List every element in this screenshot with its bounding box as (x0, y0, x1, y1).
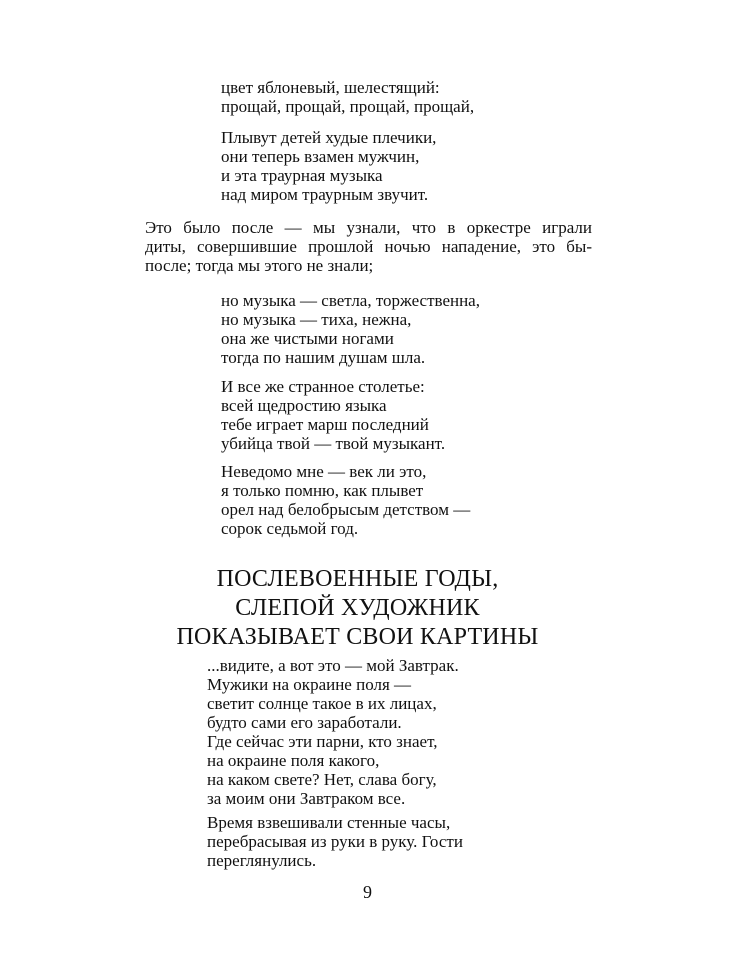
verse-line: тебе играет марш последний (221, 415, 429, 434)
poem-stanza-1 (221, 78, 474, 116)
verse-line: но музыка — светла, торжественна, (221, 291, 480, 310)
verse-line: на каком свете? Нет, слава богу, (207, 770, 437, 789)
prose-line: Это было после — мы узнали, что в оркестре играли (145, 218, 592, 237)
verse-line: цвет яблоневый, шелестящий: (221, 78, 440, 97)
verse-line: будто сами его заработали. (207, 713, 402, 732)
heading-line: ПОКАЗЫВАЕТ СВОИ КАРТИНЫ (176, 624, 539, 650)
verse-line: они теперь взамен мужчин, (221, 147, 420, 166)
verse-line: ...видите, а вот это — мой Завтрак. (207, 656, 459, 675)
prose-line: диты, совершившие прошлой ночью нападение, это бы- (145, 237, 592, 256)
poem-stanza-3 (221, 291, 480, 367)
verse-line: Мужики на окраине поля — (207, 675, 412, 694)
verse-line: переглянулись. (207, 851, 317, 870)
verse-line: убийца твой — твой музыкант. (221, 434, 446, 453)
heading-line: ПОСЛЕВОЕННЫЕ ГОДЫ, (216, 566, 499, 592)
verse-line: за моим они Завтраком все. (207, 789, 406, 808)
poem-stanza-4 (221, 377, 445, 453)
verse-line: но музыка — тиха, нежна, (221, 310, 412, 329)
verse-line: тогда по нашим душам шла. (221, 348, 426, 367)
verse-line: я только помню, как плывет (221, 481, 424, 500)
verse-line: светит солнце такое в их лицах, (207, 694, 437, 713)
verse-line: орел над белобрысым детством — (221, 500, 471, 519)
verse-line: Неведомо мне — век ли это, (221, 462, 427, 481)
poem-stanza-2 (221, 128, 436, 204)
verse-line: над миром траурным звучит. (221, 185, 429, 204)
verse-line: сорок седьмой год. (221, 519, 359, 538)
poem-stanza-7 (207, 813, 463, 870)
verse-line: Где сейчас эти парни, кто знает, (207, 732, 438, 751)
verse-line: И все же странное столетье: (221, 377, 425, 396)
verse-line: и эта траурная музыка (221, 166, 383, 185)
poem-stanza-5 (221, 462, 470, 538)
verse-line: она же чистыми ногами (221, 329, 394, 348)
page-number: 9 (363, 882, 372, 902)
verse-line: прощай, прощай, прощай, прощай, (221, 97, 475, 116)
poem-stanza-6 (207, 656, 459, 808)
verse-line: Плывут детей худые плечики, (221, 128, 437, 147)
verse-line: Время взвешивали стенные часы, (207, 813, 451, 832)
prose-line: после; тогда мы этого не знали; (145, 256, 374, 275)
section-heading (140, 565, 575, 652)
prose-paragraph (145, 218, 592, 275)
verse-line: всей щедростию языка (221, 396, 387, 415)
verse-line: перебрасывая из руки в руку. Гости (207, 832, 463, 851)
heading-line: СЛЕПОЙ ХУДОЖНИК (235, 595, 480, 621)
verse-line: на окраине поля какого, (207, 751, 380, 770)
